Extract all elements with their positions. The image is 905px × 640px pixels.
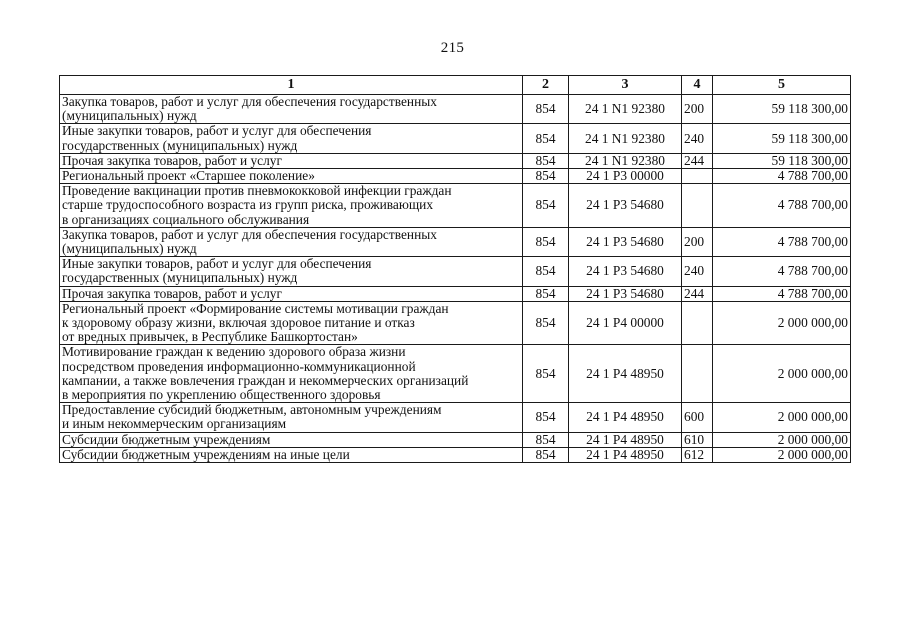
ministry-code: 854 <box>523 184 569 228</box>
row-description <box>60 95 523 124</box>
expense-type-code: 610 <box>682 432 713 447</box>
table-row <box>60 257 851 286</box>
amount: 4 788 700,00 <box>713 169 851 184</box>
row-description <box>60 124 523 153</box>
description-line: посредством проведения информационно-коммуникационной <box>62 358 416 374</box>
table-row <box>60 432 851 447</box>
description-line: и иным некоммерческим организациям <box>62 416 287 432</box>
expense-type-code <box>682 301 713 345</box>
description-line: (муниципальных) нужд <box>62 241 197 257</box>
description-line: Иные закупки товаров, работ и услуг для обеспечения <box>62 123 372 139</box>
target-article-code: 24 1 P4 48950 <box>569 345 682 403</box>
description-line: Закупка товаров, работ и услуг для обеспечения государственных <box>62 94 437 109</box>
target-article-code: 24 1 P4 00000 <box>569 301 682 345</box>
description-line: Субсидии бюджетным учреждениям <box>62 431 271 447</box>
description-line: от вредных привычек, в Республике Башкортостан» <box>62 329 358 345</box>
description-line: Мотивирование граждан к ведению здорового образа жизни <box>62 344 406 360</box>
table-row <box>60 124 851 153</box>
target-article-code: 24 1 P4 48950 <box>569 403 682 432</box>
row-description <box>60 153 523 168</box>
ministry-code: 854 <box>523 169 569 184</box>
target-article-code: 24 1 P3 54680 <box>569 227 682 256</box>
row-description <box>60 403 523 432</box>
description-line: к здоровому образу жизни, включая здоровое питание и отказ <box>62 315 415 331</box>
table-row <box>60 153 851 168</box>
expense-type-code: 244 <box>682 153 713 168</box>
amount: 59 118 300,00 <box>713 153 851 168</box>
description-line: Субсидии бюджетным учреждениям на иные цели <box>62 446 350 462</box>
amount: 4 788 700,00 <box>713 184 851 228</box>
table-row <box>60 184 851 228</box>
description-line: Прочая закупка товаров, работ и услуг <box>62 152 282 168</box>
expense-type-code: 200 <box>682 95 713 124</box>
row-description <box>60 169 523 184</box>
ministry-code: 854 <box>523 227 569 256</box>
column-header-4: 4 <box>682 76 713 95</box>
description-line: в организациях социального обслуживания <box>62 211 310 227</box>
ministry-code: 854 <box>523 286 569 301</box>
expense-type-code: 200 <box>682 227 713 256</box>
ministry-code: 854 <box>523 403 569 432</box>
expense-type-code: 240 <box>682 257 713 286</box>
header-row <box>60 76 851 95</box>
table-row <box>60 169 851 184</box>
description-line: Иные закупки товаров, работ и услуг для обеспечения <box>62 256 372 272</box>
amount: 59 118 300,00 <box>713 124 851 153</box>
description-line: государственных (муниципальных) нужд <box>62 270 298 286</box>
ministry-code: 854 <box>523 153 569 168</box>
expense-type-code <box>682 169 713 184</box>
target-article-code: 24 1 N1 92380 <box>569 95 682 124</box>
table-row <box>60 345 851 403</box>
description-line: кампании, а также вовлечения граждан и некоммерческих организаций <box>62 372 469 388</box>
table-row <box>60 403 851 432</box>
table-row <box>60 227 851 256</box>
ministry-code: 854 <box>523 95 569 124</box>
expense-type-code <box>682 184 713 228</box>
description-line: в мероприятия по укреплению общественного здоровья <box>62 387 381 403</box>
amount: 2 000 000,00 <box>713 432 851 447</box>
description-line: Предоставление субсидий бюджетным, автономным учреждениям <box>62 402 442 418</box>
amount: 2 000 000,00 <box>713 403 851 432</box>
column-header-3: 3 <box>569 76 682 95</box>
description-line: Прочая закупка товаров, работ и услуг <box>62 285 282 301</box>
table-row <box>60 301 851 345</box>
ministry-code: 854 <box>523 345 569 403</box>
target-article-code: 24 1 P4 48950 <box>569 432 682 447</box>
table-row <box>60 286 851 301</box>
amount: 2 000 000,00 <box>713 345 851 403</box>
description-line: государственных (муниципальных) нужд <box>62 137 298 153</box>
description-line: Проведение вакцинации против пневмококковой инфекции граждан <box>62 183 452 199</box>
ministry-code: 854 <box>523 447 569 462</box>
ministry-code: 854 <box>523 124 569 153</box>
target-article-code: 24 1 P3 54680 <box>569 257 682 286</box>
row-description <box>60 184 523 228</box>
table-row <box>60 95 851 124</box>
row-description <box>60 286 523 301</box>
table-row <box>60 447 851 462</box>
target-article-code: 24 1 P3 54680 <box>569 184 682 228</box>
row-description <box>60 257 523 286</box>
row-description <box>60 432 523 447</box>
amount: 4 788 700,00 <box>713 227 851 256</box>
expense-type-code: 240 <box>682 124 713 153</box>
expense-type-code <box>682 345 713 403</box>
column-header-5: 5 <box>713 76 851 95</box>
ministry-code: 854 <box>523 432 569 447</box>
description-line: (муниципальных) нужд <box>62 108 197 124</box>
row-description <box>60 227 523 256</box>
ministry-code: 854 <box>523 301 569 345</box>
column-header-1: 1 <box>60 76 523 95</box>
expense-type-code: 244 <box>682 286 713 301</box>
expense-type-code: 612 <box>682 447 713 462</box>
budget-table <box>59 75 851 463</box>
description-line: старше трудоспособного возраста из групп риска, проживающих <box>62 197 434 213</box>
amount: 59 118 300,00 <box>713 95 851 124</box>
amount: 2 000 000,00 <box>713 301 851 345</box>
ministry-code: 854 <box>523 257 569 286</box>
description-line: Региональный проект «Старшее поколение» <box>62 168 315 184</box>
target-article-code: 24 1 P4 48950 <box>569 447 682 462</box>
column-header-2: 2 <box>523 76 569 95</box>
page-number: 215 <box>440 40 465 56</box>
amount: 4 788 700,00 <box>713 286 851 301</box>
amount: 4 788 700,00 <box>713 257 851 286</box>
target-article-code: 24 1 N1 92380 <box>569 124 682 153</box>
target-article-code: 24 1 N1 92380 <box>569 153 682 168</box>
amount: 2 000 000,00 <box>713 447 851 462</box>
description-line: Закупка товаров, работ и услуг для обеспечения государственных <box>62 226 437 242</box>
row-description <box>60 447 523 462</box>
target-article-code: 24 1 P3 54680 <box>569 286 682 301</box>
row-description <box>60 301 523 345</box>
row-description <box>60 345 523 403</box>
description-line: Региональный проект «Формирование системы мотивации граждан <box>62 300 449 316</box>
table-body <box>60 95 851 463</box>
expense-type-code: 600 <box>682 403 713 432</box>
target-article-code: 24 1 P3 00000 <box>569 169 682 184</box>
